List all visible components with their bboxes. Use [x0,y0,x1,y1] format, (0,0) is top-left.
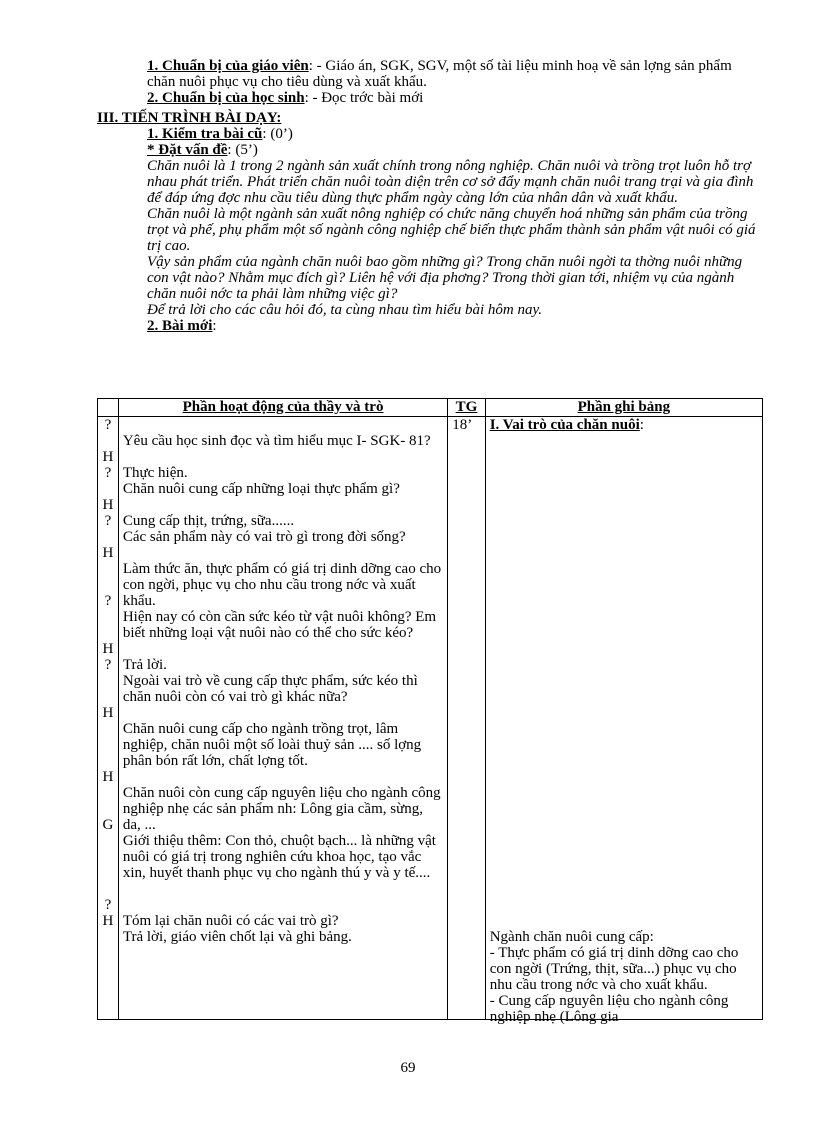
activity-item: Tóm lại chăn nuôi có các vai trò gì? [122,913,339,929]
activity-item: Làm thức ăn, thực phẩm có giá trị dinh dỡng cao cho con ngời, phục vụ cho nhu cầu trong nớc và xuất khẩu. [122,561,442,609]
time-value: 18’ [452,417,473,433]
marker: ? [104,657,112,673]
table-body-row [98,417,763,1020]
marker: H [102,769,114,785]
teacher-prep [147,58,757,90]
activity-item: Trả lời, giáo viên chốt lại và ghi bảng. [122,929,352,945]
student-prep-text: : - Đọc trớc bài mới [304,90,424,106]
section-heading: III. TIẾN TRÌNH BÀI DẠY: [97,110,282,126]
board-heading [490,417,758,433]
intro-paragraph: Chăn nuôi là một ngành sản xuất nông nghiệp có chức năng chuyển hoá những sản phẩm của trồng trọt và phế, phụ phẩm một số ngành công nghiệp chế biến thực phẩm thành sản phẩm vật nuôi có giá trị cao. [147,206,756,254]
board-note: Ngành chăn nuôi cung cấp: [489,929,654,945]
student-prep-label: 2. Chuẩn bị của học sinh [147,90,305,106]
activity-column [118,417,447,1020]
marker: ? [104,513,112,529]
preparation-section [147,58,757,106]
marker-column [98,417,119,1020]
activity-item: Chăn nuôi còn cung cấp nguyên liệu cho ngành công nghiệp nhẹ các sản phẩm nh: Lông gia cầm, sừng, da, ... [122,785,441,833]
activity-item: Hiện nay có còn cần sức kéo từ vật nuôi không? Em biết những loại vật nuôi nào có thể cho sức kéo? [122,609,437,641]
marker: ? [104,465,112,481]
lesson-table [97,398,763,1025]
activity-item: Chăn nuôi cung cấp những loại thực phẩm gì? [122,481,400,497]
student-prep [147,90,757,106]
activity-item: Trả lời. [122,657,167,673]
intro-paragraph: Chăn nuôi là 1 trong 2 ngành sản xuất chính trong nông nghiệp. Chăn nuôi và trồng trọt luôn hỗ trợ nhau phát triển. Phát triển chăn nuôi toàn diện trên cơ sở đẩy mạnh chăn nuôi trang trại và gia đình để đáp ứng đợc nhu cầu tiêu dùng thực phẩm ngày càng lớn của nhân dân và xuất khẩu. [147,158,754,206]
problem-statement [147,142,759,158]
header-time: TG [448,399,486,417]
teacher-prep-label: 1. Chuẩn bị của giáo viên [147,58,309,74]
marker: H [102,449,114,465]
board-title: I. Vai trò của chăn nuôi [489,417,640,433]
marker: H [102,497,114,513]
marker: G [102,817,114,833]
lesson-intro [147,126,759,334]
board-note: - Thực phẩm có giá trị dinh dỡng cao cho con ngời (Trứng, thịt, sữa...) phục vụ cho nhu cầu trong nớc và cho xuất khẩu. [489,945,739,993]
marker: H [102,913,114,929]
table-header-row [98,399,763,417]
marker: H [102,705,114,721]
time-column [448,417,486,1020]
activity-item: Chăn nuôi cung cấp cho ngành trồng trọt, lâm nghiệp, chăn nuôi một số loài thuỷ sản .... số lợng phân bón rất lớn, chất lợng tốt. [122,721,422,769]
header-marker [98,399,119,417]
marker: ? [104,593,112,609]
header-activity: Phần hoạt động của thầy và trò [118,399,447,417]
new-lesson-suffix: : [212,318,217,334]
check-old-lesson [147,126,759,142]
marker: H [102,641,114,657]
board-title-suffix: : [639,417,644,433]
new-lesson-heading [147,318,759,334]
marker: ? [104,417,112,433]
new-lesson-label: 2. Bài mới [147,318,213,334]
teacher-prep-text: : - Giáo án, SGK, SGV, một số tài liệu minh hoạ về sản lợng sản phẩm chăn nuôi phục vụ cho tiêu dùng và xuất khẩu. [147,58,732,90]
activity-item: Các sản phẩm này có vai trò gì trong đời sống? [122,529,406,545]
activity-item: Cung cấp thịt, trứng, sữa...... [122,513,295,529]
activity-item: Thực hiện. [122,465,188,481]
activity-item: Yêu cầu học sinh đọc và tìm hiểu mục I- SGK- 81? [122,433,431,449]
intro-paragraph: Để trả lời cho các câu hỏi đó, ta cùng nhau tìm hiểu bài hôm nay. [147,302,543,318]
board-note: - Cung cấp nguyên liệu cho ngành công nghiệp nhẹ (Lông gia [489,993,729,1025]
activity-item: Ngoài vai trò về cung cấp thực phẩm, sức kéo thì chăn nuôi còn có vai trò gì khác nữa? [122,673,418,705]
intro-paragraph: Vậy sản phẩm của ngành chăn nuôi bao gồm những gì? Trong chăn nuôi ngời ta thờng nuôi những con vật nào? Nhằm mục đích gì? Liên hệ với địa phơng? Trong thời gian tới, nhiệm vụ của ngành chăn nuôi nớc ta phải làm những việc gì? [147,254,743,302]
activity-item: Giới thiệu thêm: Con thỏ, chuột bạch... là những vật nuôi có giá trị trong nghiên cứu khoa học, tạo vắc xin, huyết thanh phục vụ cho ngành thú y và y tế.... [122,833,436,881]
board-spacer [490,433,758,929]
problem-label: * Đặt vấn đề [147,142,228,158]
marker: H [102,545,114,561]
check-text: : (0’) [262,126,293,142]
problem-text: : (5’) [227,142,258,158]
board-column [485,417,762,1025]
header-board: Phần ghi bảng [485,399,762,417]
marker: ? [104,897,112,913]
page-number: 69 [400,1060,416,1076]
check-label: 1. Kiểm tra bài cũ [147,126,263,142]
